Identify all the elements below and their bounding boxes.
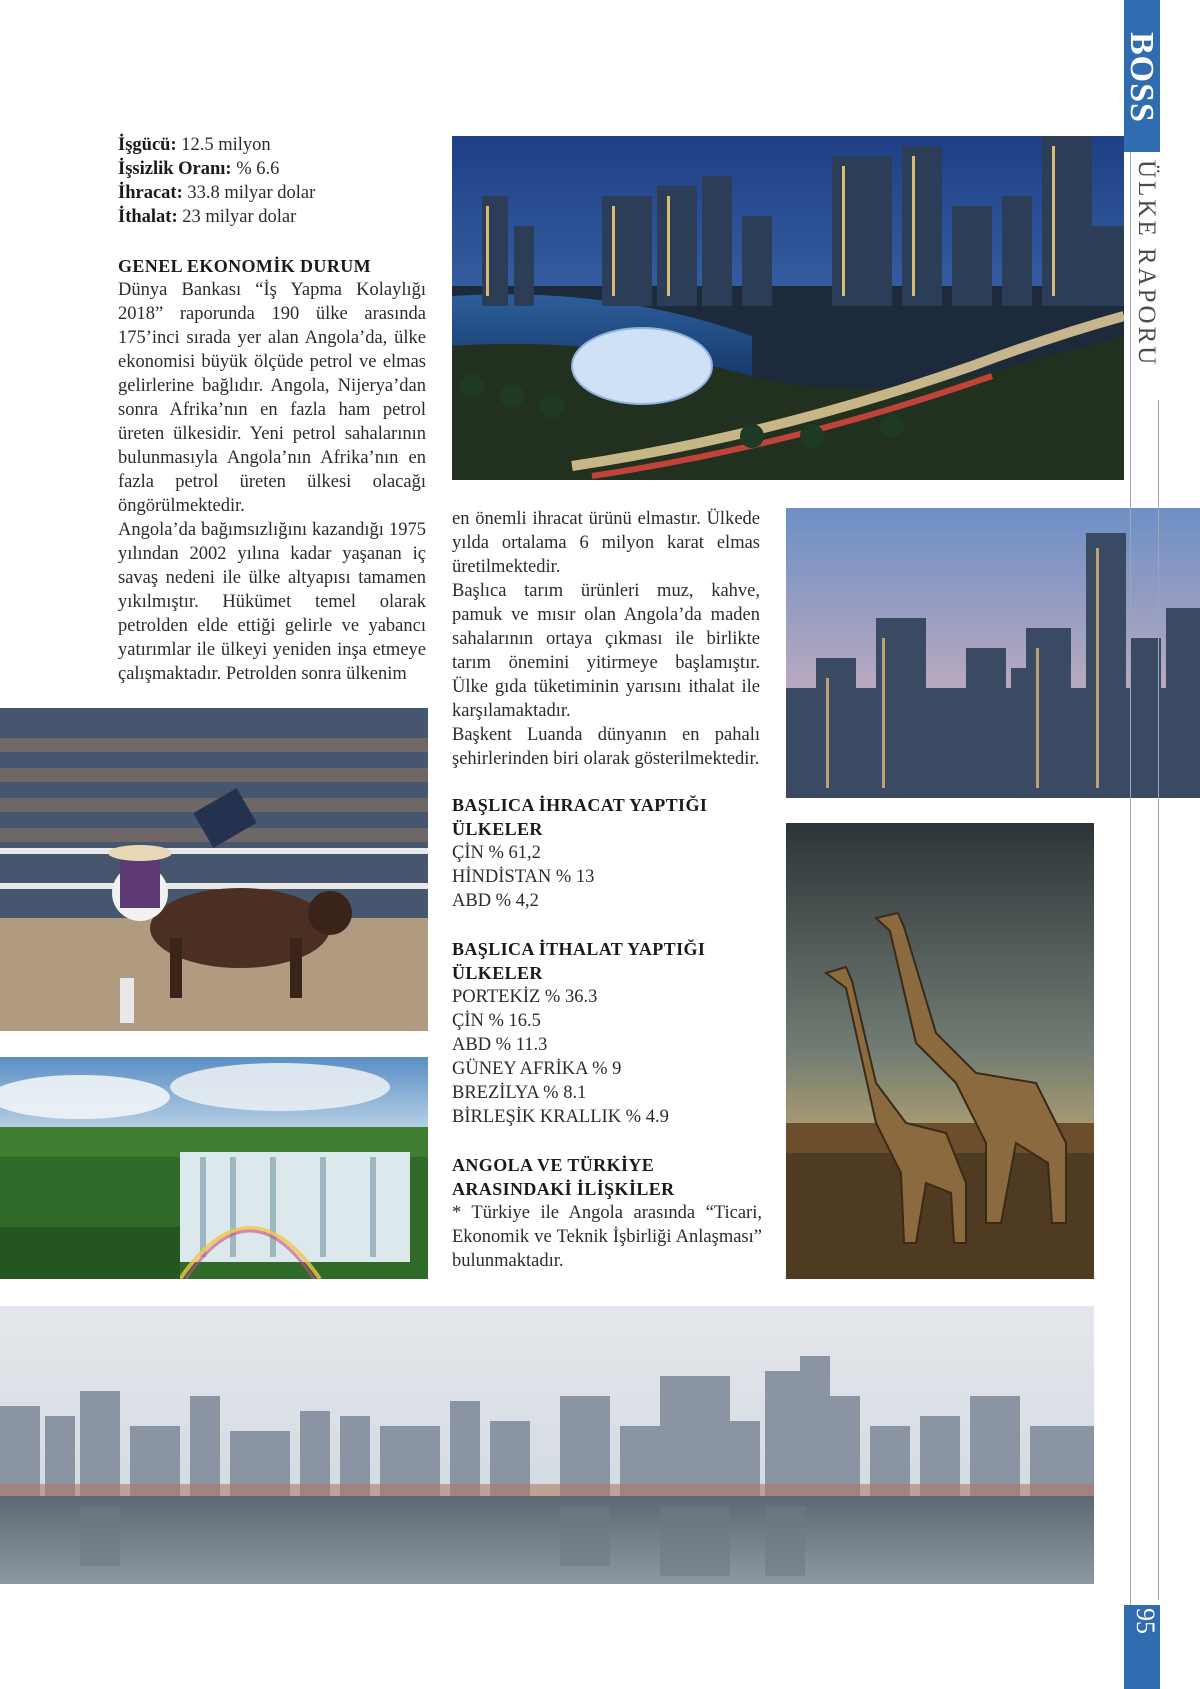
economy-text-left: [118, 278, 426, 686]
stat-labor: İşgücü: 12.5 milyon: [118, 135, 271, 155]
imports-item: GÜNEY AFRİKA % 9: [452, 1059, 622, 1079]
economy-paragraph-5: Başkent Luanda dünyanın en pahalı şehirlerinden biri olarak gösterilmektedir.: [452, 725, 760, 769]
exports-section: [452, 793, 762, 913]
economy-paragraph-3: en önemli ihracat ürünü elmastır. Ülkede yılda ortalama 6 milyon karat elmas üretilmektedir.: [452, 509, 760, 577]
waterfall-rainbow-photo: [0, 1057, 428, 1279]
section-label: ÜLKE RAPORU: [1133, 160, 1160, 368]
stat-imports: İthalat: 23 milyar dolar: [118, 207, 297, 227]
exports-item: HİNDİSTAN % 13: [452, 867, 595, 887]
stat-unemployment: İşsizlik Oranı: % 6.6: [118, 159, 280, 179]
stats-block: [118, 133, 428, 229]
sidebar-rule-inner: [1158, 400, 1159, 1600]
giraffes-savanna-photo: [786, 823, 1094, 1279]
brand-label: BOSS: [1123, 32, 1160, 123]
economy-paragraph-2: Angola’da bağımsızlığını kazandığı 1975 yılından 2002 yılına kadar yaşanan iç savaş nedeni ile ülke altyapısı tamamen yıkılmıştır. Hükümet temel olarak petrolden elde ettiği gelirle ve yabancı yatırımlar ile ülkeyi yeniden inşa etmeye çalışmaktadır. Petrolden sonra ülkenim: [118, 520, 426, 684]
imports-heading-line-2: ÜLKELER: [452, 963, 543, 983]
economy-text-middle: [452, 507, 760, 771]
economy-paragraph-4: Başlıca tarım ürünleri muz, kahve, pamuk ve mısır olan Angola’da maden sahalarının ortaya çıkması ile birlikte tarım önemini yitirmeye başlamıştır. Ülke gıda tüketiminin yarısını ithalat ile karşılamaktadır.: [452, 581, 760, 721]
imports-item: PORTEKİZ % 36.3: [452, 987, 598, 1007]
exports-item: ÇİN % 61,2: [452, 843, 541, 863]
imports-item: ÇİN % 16.5: [452, 1011, 541, 1031]
stat-exports: İhracat: 33.8 milyar dolar: [118, 183, 316, 203]
relations-section: [452, 1153, 762, 1273]
luanda-night-skyline-photo: [452, 136, 1124, 480]
imports-item: ABD % 11.3: [452, 1035, 548, 1055]
relations-heading-line-2: ARASINDAKİ İLİŞKİLER: [452, 1179, 675, 1199]
imports-item: BİRLEŞİK KRALLIK % 4.9: [452, 1107, 669, 1127]
imports-heading-line-1: BAŞLICA İTHALAT YAPTIĞI: [452, 939, 706, 959]
imports-list: [452, 985, 762, 1129]
exports-heading-line-1: BAŞLICA İHRACAT YAPTIĞI: [452, 795, 708, 815]
relations-text: * Türkiye ile Angola arasında “Ticari, Ekonomik ve Teknik İşbirliği Anlaşması” bulunmaktadır.: [452, 1203, 762, 1271]
relations-heading-line-1: ANGOLA VE TÜRKİYE: [452, 1155, 655, 1175]
page-number: 95: [1131, 1608, 1160, 1634]
imports-item: BREZİLYA % 8.1: [452, 1083, 587, 1103]
exports-item: ABD % 4,2: [452, 891, 539, 911]
imports-section: [452, 937, 762, 1129]
exports-heading-line-2: ÜLKELER: [452, 819, 543, 839]
rodeo-bull-photo: [0, 708, 428, 1031]
exports-list: [452, 841, 762, 913]
luanda-towers-dusk-photo: [786, 508, 1200, 798]
economy-paragraph-1: Dünya Bankası “İş Yapma Kolaylığı 2018” raporunda 190 ülke arasında 175’inci sırada yer alan Angola’da, ülke ekonomisi büyük ölçüde petrol ve elmas gelirlerine bağlıdır. Angola, Nijerya’dan sonra Afrika’nın en fazla ham petrol üreten ülkesidir. Yeni petrol sahalarının bulunmasıyla Angola’nın Afrika’nın en fazla petrol üreten ülkesi olacağı öngörülmektedir.: [118, 280, 426, 516]
luanda-bay-panorama-photo: [0, 1306, 1094, 1584]
sidebar-rule: [1130, 152, 1131, 1605]
economy-heading: GENEL EKONOMİK DURUM: [118, 256, 372, 276]
